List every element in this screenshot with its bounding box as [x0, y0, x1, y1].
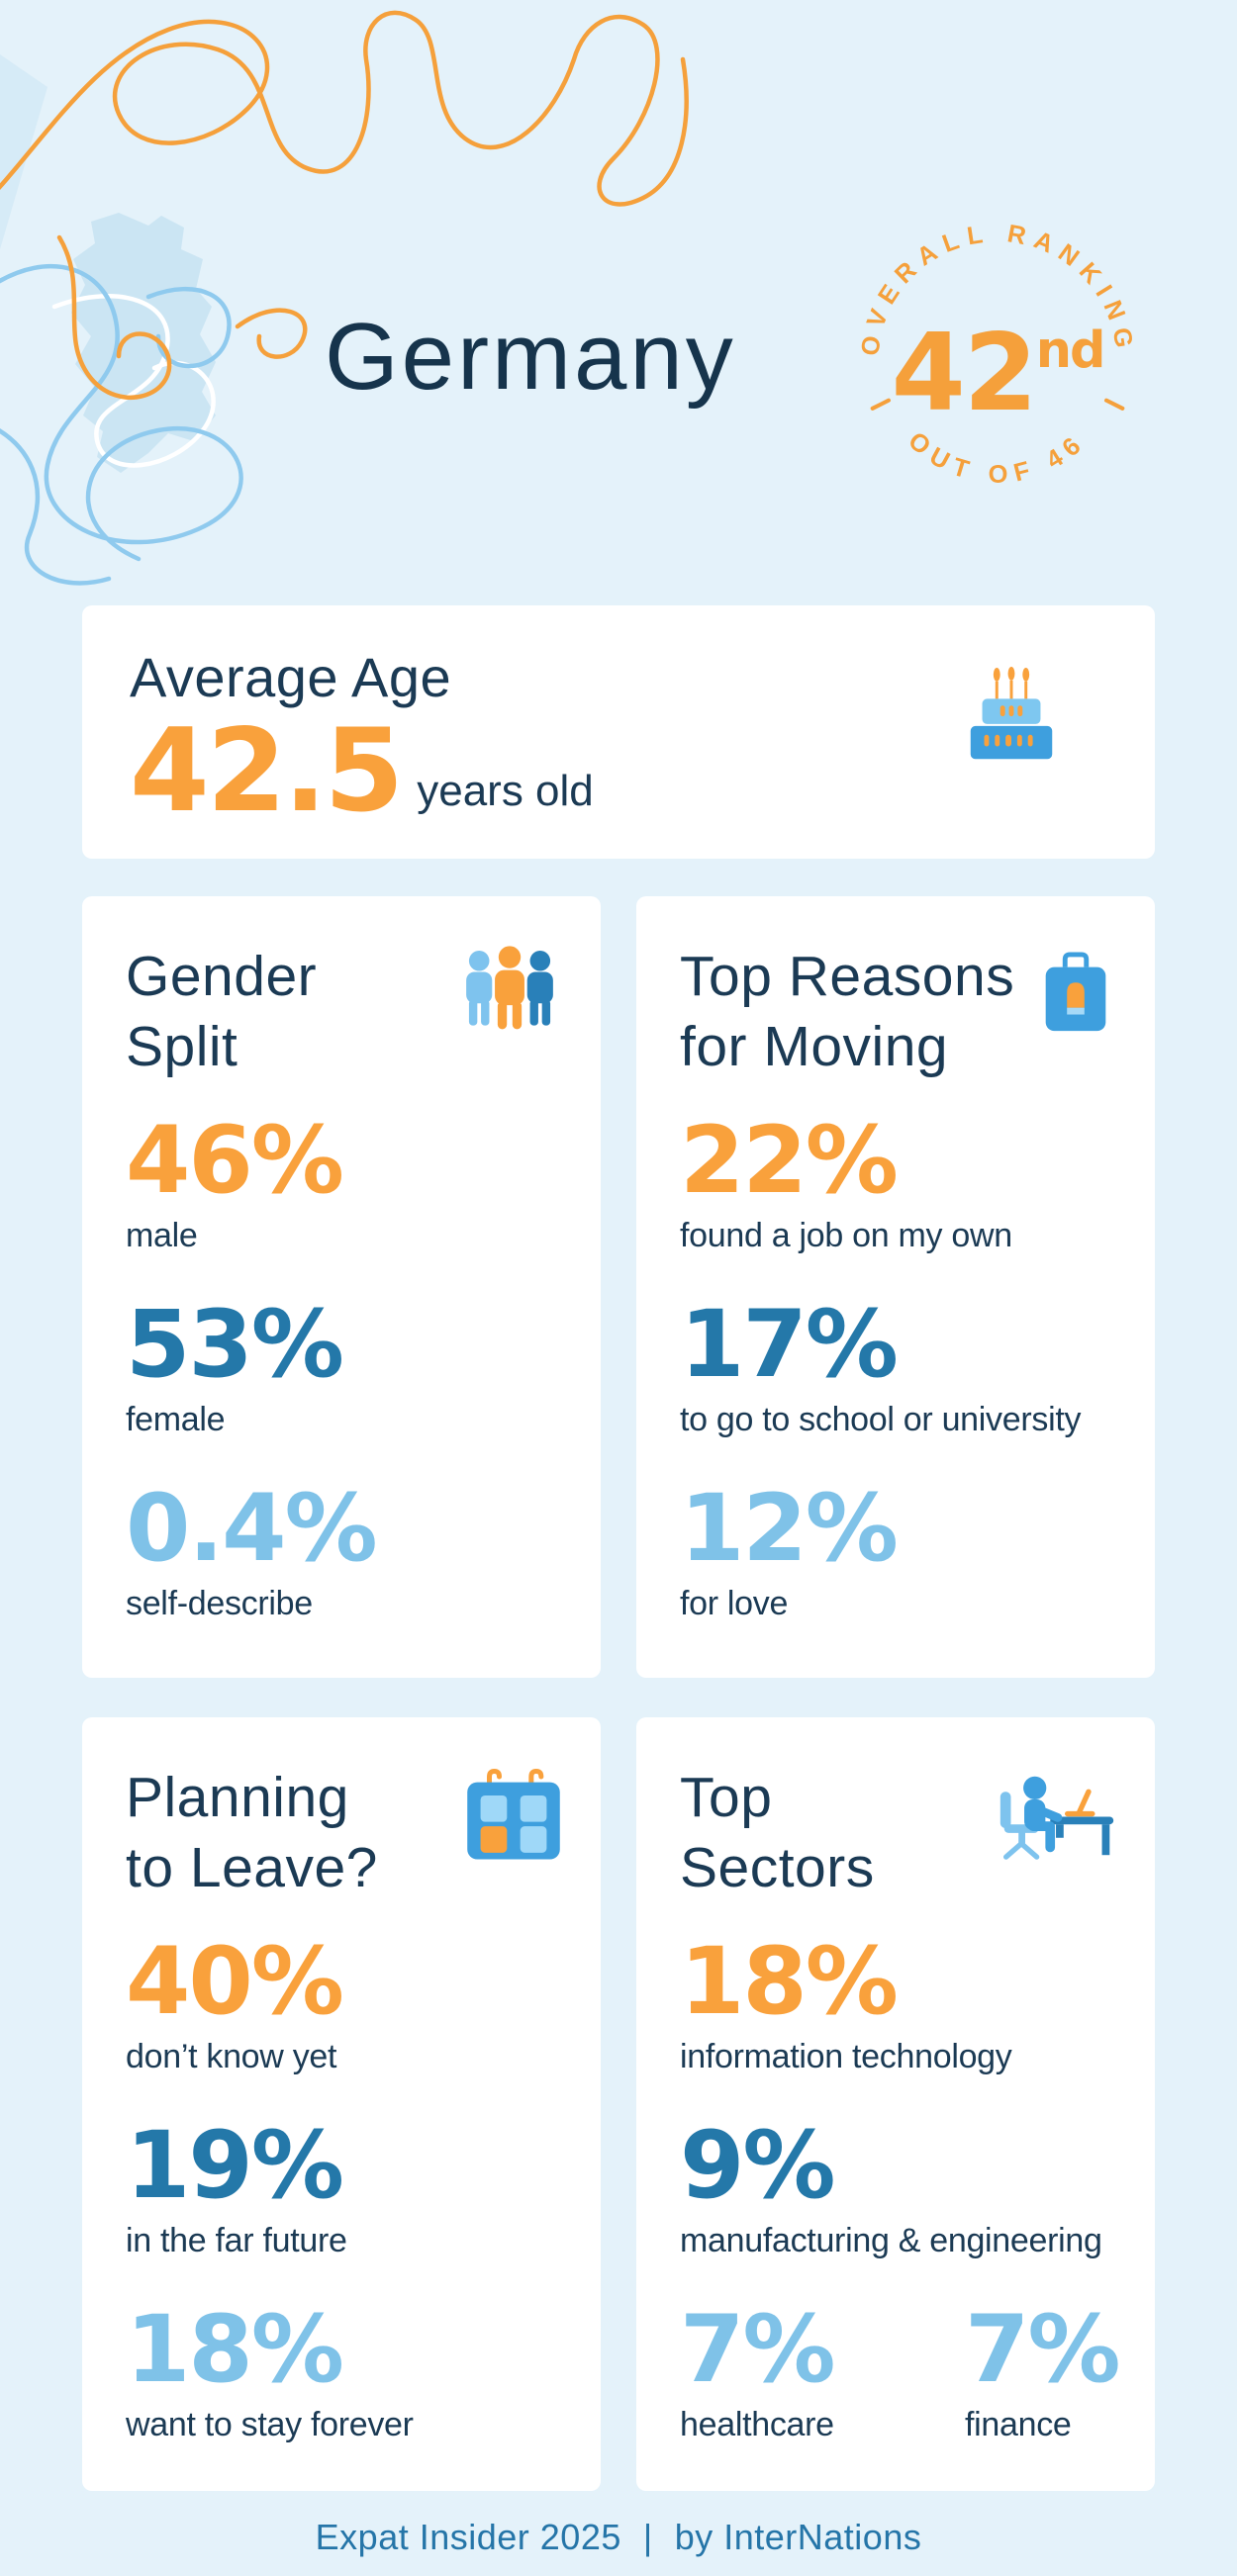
top-reasons-title: Top Reasons for Moving: [680, 945, 1015, 1078]
stat-label: don’t know yet: [126, 2038, 337, 2076]
stat-label: information technology: [680, 2038, 1012, 2076]
person-at-desk-icon: [995, 1767, 1119, 1863]
calendar-icon: [462, 1767, 565, 1864]
stat-label: healthcare: [680, 2406, 834, 2444]
stat-label: self-describe: [126, 1585, 313, 1623]
gender-split-title: Gender Split: [126, 945, 318, 1078]
stat-value: 19%: [126, 2112, 342, 2221]
footer-byline: by InterNations: [674, 2517, 922, 2557]
badge-arc-top-text: OVERALL RANKING: [856, 220, 1139, 358]
planning-to-leave-title: Planning to Leave?: [126, 1766, 378, 1899]
footer-report-name: Expat Insider 2025: [315, 2517, 621, 2557]
stat-for-love: [680, 1475, 1119, 1623]
stat-male: [126, 1107, 565, 1255]
stat-value: 7%: [680, 2296, 834, 2405]
stat-self-describe: [126, 1475, 565, 1623]
stat-label: male: [126, 1217, 198, 1255]
average-age-value: 42.5: [130, 704, 402, 838]
birthday-cake-icon: [953, 667, 1070, 774]
stat-value: 0.4%: [126, 1475, 376, 1584]
overall-ranking-badge: [836, 200, 1159, 522]
stat-manufacturing-engineering: [680, 2112, 1119, 2260]
stat-label: to go to school or university: [680, 1401, 1082, 1439]
badge-left-dash: [873, 401, 889, 409]
average-age-unit: years old: [417, 767, 594, 816]
stat-information-technology: [680, 1928, 1119, 2076]
stat-found-job: [680, 1107, 1119, 1255]
stat-dont-know: [126, 1928, 565, 2076]
page-title: Germany: [325, 304, 736, 410]
corner-shape: [0, 54, 48, 249]
average-age-title: Average Age: [130, 646, 452, 708]
stat-value: 46%: [126, 1107, 342, 1216]
stat-far-future: [126, 2112, 565, 2260]
stat-label: want to stay forever: [126, 2406, 414, 2444]
sectors-bottom-row: [680, 2296, 1119, 2488]
stat-label: finance: [965, 2406, 1072, 2444]
stat-female: [126, 1291, 565, 1439]
badge-right-dash: [1106, 401, 1122, 409]
stat-value: 40%: [126, 1928, 342, 2037]
stat-healthcare: [680, 2296, 929, 2444]
stat-label: in the far future: [126, 2222, 347, 2260]
average-age-card: [82, 605, 1155, 859]
top-reasons-card: [636, 896, 1155, 1678]
top-sectors-card: [636, 1717, 1155, 2491]
footer-separator: |: [642, 2517, 653, 2557]
stat-value: 9%: [680, 2112, 834, 2221]
stat-value: 18%: [126, 2296, 342, 2405]
stat-label: for love: [680, 1585, 789, 1623]
planning-to-leave-card: [82, 1717, 601, 2491]
stat-value: 53%: [126, 1291, 342, 1400]
stat-value: 17%: [680, 1291, 897, 1400]
footer: [0, 2517, 1237, 2558]
stat-value: 7%: [965, 2296, 1119, 2405]
stat-label: found a job on my own: [680, 1217, 1012, 1255]
stat-school-university: [680, 1291, 1119, 1439]
suitcase-icon: [1032, 946, 1119, 1043]
stat-label: female: [126, 1401, 226, 1439]
stat-label: manufacturing & engineering: [680, 2222, 1102, 2260]
people-icon: [454, 946, 565, 1039]
badge-arc-bottom-text: OUT OF 46: [903, 426, 1093, 490]
gender-split-card: [82, 896, 601, 1678]
badge-rank: 42nd: [891, 311, 1104, 435]
stat-value: 22%: [680, 1107, 897, 1216]
badge-svg: [836, 200, 1159, 522]
stat-stay-forever: [126, 2296, 565, 2444]
stat-value: 18%: [680, 1928, 897, 2037]
top-sectors-title: Top Sectors: [680, 1766, 875, 1899]
stat-value: 12%: [680, 1475, 897, 1584]
stat-finance: [965, 2296, 1119, 2444]
orange-squiggle: [0, 13, 687, 208]
